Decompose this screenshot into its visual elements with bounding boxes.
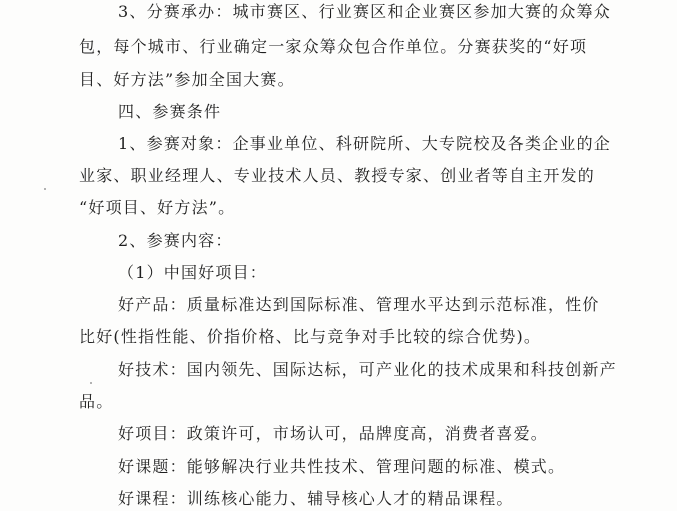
paragraph-line-1: 3、分赛承办：城市赛区、行业赛区和企业赛区参加大赛的众筹众	[118, 2, 611, 21]
paragraph-line-2: 包，每个城市、行业确定一家众筹众包合作单位。分赛获奖的“好项	[79, 37, 588, 56]
paragraph-line-3: 目、好方法”参加全国大赛。	[79, 70, 295, 89]
scan-speck	[90, 382, 92, 384]
paragraph-line-5: 1、参赛对象：企事业单位、科研院所、大专院校及各类企业的企	[118, 134, 611, 153]
paragraph-line-15: 好课题：能够解决行业共性技术、管理问题的标准、模式。	[118, 457, 566, 476]
paragraph-line-16: 好课程：训练核心能力、辅导核心人才的精品课程。	[118, 489, 514, 508]
paragraph-line-12: 好技术：国内领先、国际达标，可产业化的技术成果和科技创新产	[118, 360, 617, 379]
paragraph-line-14: 好项目：政策许可，市场认可，品牌度高，消费者喜爱。	[118, 424, 549, 443]
paragraph-line-10: 好产品：质量标准达到国际标准、管理水平达到示范标准，性价	[118, 295, 600, 314]
paragraph-line-9: （1）中国好项目：	[118, 263, 267, 282]
scan-speck	[44, 188, 46, 190]
section-heading: 四、参赛条件	[118, 102, 222, 121]
paragraph-line-8: 2、参赛内容：	[118, 231, 233, 250]
paragraph-line-7: “好项目、好方法”。	[79, 198, 236, 217]
paragraph-line-13: 品。	[79, 392, 114, 411]
paragraph-line-6: 业家、职业经理人、专业技术人员、教授专家、创业者等自主开发的	[79, 166, 596, 185]
paragraph-line-11: 比好(性指性能、价指价格、比与竞争对手比较的综合优势)。	[79, 327, 542, 346]
